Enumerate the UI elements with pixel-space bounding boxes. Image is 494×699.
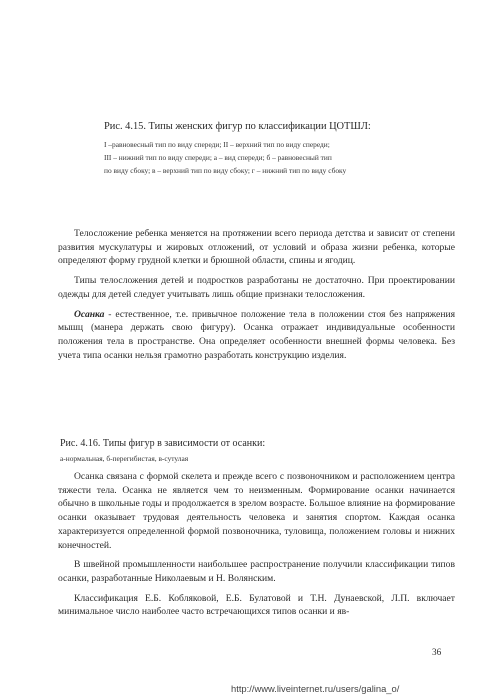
figure-4-16-caption (60, 437, 460, 464)
page-number: 36 (432, 647, 442, 657)
figure-4-15-legend-line: I –равновесный тип по виду спереди; II – верхний тип по виду спереди; (104, 140, 330, 149)
paragraph-posture-skeleton: Осанка связана с формой скелета и прежде всего с позвоночником и расположением центра тяжести тела. Осанка не является чем то неизменным. Формирование осанки начинается обычно в школьные годы и продолжается в зрелом возрасте. Большое влияние на формирование осанки оказывает трудовая деятельность человека и занятия спортом. Каждая осанка характеризуется определенной формой позвоночника, туловища, положением головы и нижних конечностей. (58, 471, 455, 551)
term-posture: Осанка (74, 308, 105, 320)
figure-4-16-title: Рис. 4.16. Типы фигур в зависимости от осанки: (60, 438, 266, 449)
figure-4-15-legend-line: по виду сбоку; в – верхний тип по виду сбоку; г – нижний тип по виду сбоку (104, 166, 347, 175)
body-section-1 (58, 227, 455, 368)
paragraph-posture-definition (58, 308, 455, 363)
paragraph-body-types: Типы телосложения детей и подростков разработаны не достаточно. При проектировании одежды для детей следует учитывать лишь общие признаки телосложения. (58, 275, 455, 300)
source-url-link[interactable]: http://www.liveinternet.ru/users/galina_o/ (231, 683, 400, 694)
paragraph-body-build: Телосложение ребенка меняется на протяжении всего периода детства и зависит от степени развития мускулатуры и жировых отложений, от условий и образа жизни ребенка, которые определяют форму грудной клетки и брюшной области, спины и ягодиц. (58, 228, 455, 267)
body-section-2 (58, 470, 455, 625)
figure-4-15-caption (104, 120, 444, 177)
posture-definition-text: - естественное, т.е. привычное положение тела в положении стоя без напряжения мышц (манера держать свою фигуру). Осанка отражает индивидуальные особенности положения тела в пространстве. Она определяет особенности внешней формы человека. Без учета типа осанки нельзя грамотно разработать конструкцию изделия. (58, 308, 455, 361)
figure-4-15-legend-line: III – нижний тип по виду спереди; а – вид спереди; б – равновесный тип (104, 153, 332, 162)
figure-4-16-subtitle: а-нормальная, б-перегибистая, в-сутулая (60, 454, 189, 463)
figure-4-15-title: Рис. 4.15. Типы женских фигур по классификации ЦОТШЛ: (104, 121, 371, 132)
paragraph-koblyakova-classification: Классификация Е.Б. Кобляковой, Е.Б. Булатовой и Т.Н. Дунаевской, Л.П. включает минимальное число наиболее часто встречающихся типов осанки и яв- (58, 592, 455, 618)
paragraph-industry-classifications: В швейной промышленности наибольшее распространение получили классификации типов осанки, разработанные Николаевым и Н. Волянским. (58, 559, 455, 584)
